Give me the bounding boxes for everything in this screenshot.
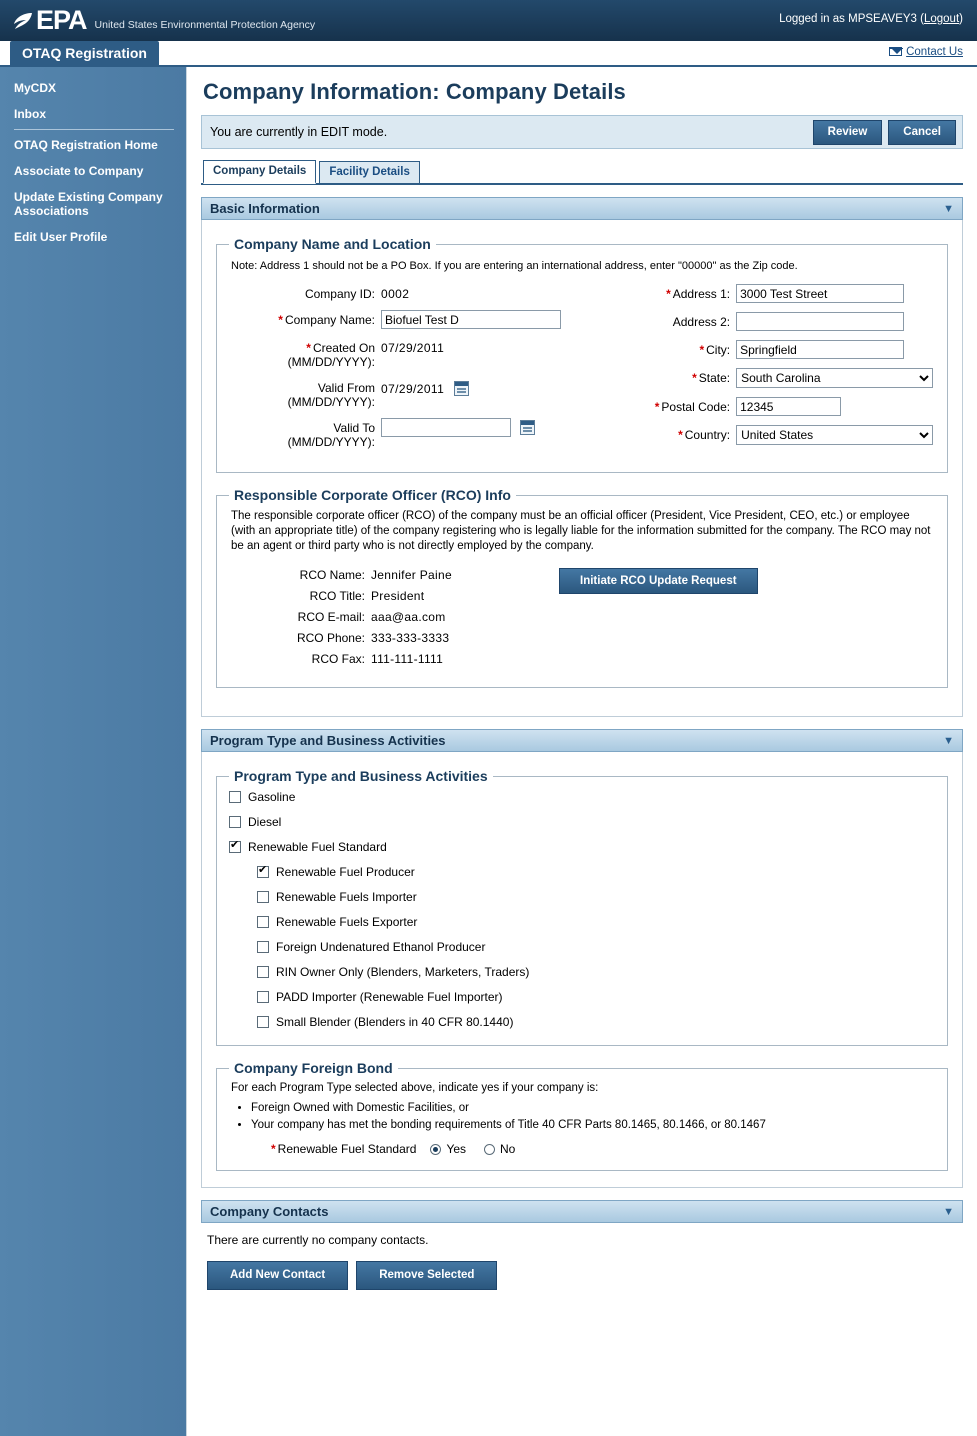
address1-input[interactable] [736,284,904,303]
edit-mode-text: You are currently in EDIT mode. [210,125,388,139]
foreign-bond-bullet-2: • Your company has met the bonding requirements of Title 40 CFR Parts 80.1465, 80.1466, or 80.1467 [251,1117,935,1134]
section-header-company-contacts[interactable] [201,1200,963,1223]
fieldset-rco-info [216,487,948,688]
checkbox-padd-importer[interactable] [257,991,269,1003]
value-company-id: 0002 [381,287,410,301]
calendar-icon[interactable] [520,420,535,435]
sidebar-item-update-existing-company-associations[interactable]: Update Existing Company Associations [14,190,163,218]
label-address1-text: Address 1: [672,287,731,301]
label-padd-importer: PADD Importer (Renewable Fuel Importer) [276,990,503,1004]
valid-to-wrap [381,418,535,437]
checkbox-row-diesel[interactable] [229,815,935,829]
field-valid-to [229,418,596,449]
checkbox-row-small-blender[interactable] [257,1015,935,1029]
value-rco-name: Jennifer Paine [371,568,452,582]
section-title-company-contacts: Company Contacts [210,1204,329,1219]
contact-us[interactable] [889,46,963,58]
foreign-bond-bullets [229,1100,935,1134]
label-rco-fax: RCO Fax: [311,652,365,666]
epa-wordmark: EPA [36,5,87,35]
section-title-program-type: Program Type and Business Activities [210,733,446,748]
radio-foreign-bond-yes[interactable] [430,1144,441,1155]
value-created-on: 07/29/2011 [381,341,445,355]
rco-actions [559,568,758,673]
checkbox-small-blender[interactable] [257,1016,269,1028]
valid-from-date: 07/29/2011 [381,382,445,396]
checkbox-row-renewable-fuel-standard[interactable] [229,840,935,854]
label-company-name-text: Company Name: [284,313,375,327]
label-renewable-fuels-exporter: Renewable Fuels Exporter [276,915,418,929]
legend-rco-info: Responsible Corporate Officer (RCO) Info [234,487,511,503]
label-state-text: State: [698,371,731,385]
sidebar-item-mycdx[interactable]: MyCDX [14,81,57,95]
label-rco-phone: RCO Phone: [296,631,365,645]
checkbox-renewable-fuels-exporter[interactable] [257,916,269,928]
label-rco-name: RCO Name: [299,568,365,582]
address2-input[interactable] [736,312,904,331]
label-valid-from [229,378,381,409]
panel-company-contacts [201,1233,963,1290]
initiate-rco-update-request-button[interactable]: Initiate RCO Update Request [559,568,758,594]
label-valid-to-format: (MM/DD/YYYY): [287,435,375,449]
chevron-down-icon[interactable]: ▼ [943,202,954,215]
label-address2: Address 2: [672,315,731,329]
label-postal-code-text: Postal Code: [661,400,731,414]
section-header-program-type[interactable] [201,729,963,752]
contacts-buttons [207,1261,959,1290]
required-marker: * [306,341,311,355]
label-created-on-text: Created On [312,341,375,355]
logout-link[interactable]: Logout [923,13,960,25]
checkbox-row-renewable-fuels-importer[interactable] [257,890,935,904]
label-foreign-bond-rfs: Renewable Fuel Standard [277,1142,417,1156]
label-valid-from-format: (MM/DD/YYYY): [287,395,375,409]
company-left-column [229,284,596,458]
app-tab-bar [0,41,977,67]
epa-leaf-icon [12,10,34,32]
contacts-empty-text: There are currently no company contacts. [207,1233,429,1247]
label-valid-to [229,418,381,449]
envelope-icon [889,47,902,56]
required-marker: * [278,313,283,327]
label-small-blender: Small Blender (Blenders in 40 CFR 80.1440) [276,1015,514,1029]
fieldset-company-foreign-bond [216,1060,948,1171]
checkbox-rin-owner-only[interactable] [257,966,269,978]
label-country-text: Country: [684,428,731,442]
logged-in-suffix: ) [959,13,963,25]
required-marker: * [666,287,671,301]
contact-us-link[interactable]: Contact Us [906,46,963,58]
foreign-bond-intro: For each Program Type selected above, indicate yes if your company is: [231,1082,599,1094]
checkbox-row-renewable-fuels-exporter[interactable] [257,915,935,929]
valid-to-input[interactable] [381,418,511,437]
field-rco-name [229,568,559,582]
login-status [779,13,963,25]
address-note: Note: Address 1 should not be a PO Box. If you are entering an international address, enter "00000" as the Zip code. [231,260,798,272]
label-foreign-undenatured-ethanol-producer: Foreign Undenatured Ethanol Producer [276,940,486,954]
label-renewable-fuel-producer: Renewable Fuel Producer [276,865,415,879]
label-renewable-fuel-standard: Renewable Fuel Standard [248,840,387,854]
value-valid-from [381,378,469,396]
detail-tabs [201,161,963,185]
legend-program-activities: Program Type and Business Activities [234,768,488,784]
company-right-column [596,284,935,458]
label-valid-from-text: Valid From [317,381,375,395]
checkbox-row-gasoline[interactable] [229,790,935,804]
review-button[interactable]: Review [813,120,883,145]
label-address1 [596,284,736,301]
epa-agency-name: United States Environmental Protection Agency [94,18,316,31]
epa-logo[interactable] [12,7,315,34]
label-created-on [229,338,381,369]
section-title-basic-information: Basic Information [210,201,320,216]
sidebar-item-edit-user-profile[interactable]: Edit User Profile [14,230,108,244]
field-rco-phone [229,631,559,645]
mode-buttons [813,120,956,145]
logged-in-text: Logged in as MPSEAVEY3 ( [779,13,924,25]
label-valid-to-text: Valid To [333,421,375,435]
label-renewable-fuels-importer: Renewable Fuels Importer [276,890,417,904]
checkbox-renewable-fuel-standard[interactable] [229,841,241,853]
required-marker: * [654,400,660,414]
label-city [596,340,736,357]
checkbox-diesel[interactable] [229,816,241,828]
field-rco-fax [229,652,559,666]
label-country [596,425,736,442]
edit-mode-bar [201,115,963,149]
field-valid-from [229,378,596,409]
required-marker: * [271,1142,276,1156]
sidebar-item-otaq-registration-home[interactable]: OTAQ Registration Home [14,138,158,152]
value-rco-phone: 333-333-3333 [371,631,450,645]
label-foreign-bond-yes: Yes [446,1142,467,1156]
app-tab-otaq-registration[interactable]: OTAQ Registration [10,41,159,66]
postal-code-input[interactable] [736,397,841,416]
field-company-id [229,284,596,301]
foreign-bond-bullet-1: • Foreign Owned with Domestic Facilities, or [251,1100,935,1117]
field-company-name [229,310,596,329]
section-header-basic-information[interactable] [201,197,963,220]
body [0,67,977,1436]
field-rco-title [229,589,559,603]
checkbox-renewable-fuels-importer[interactable] [257,891,269,903]
main-content [186,67,977,1436]
company-name-input[interactable] [381,310,561,329]
label-foreign-bond-no: No [500,1142,516,1156]
label-diesel: Diesel [248,815,282,829]
required-marker: * [699,343,705,357]
rco-fields [229,568,559,673]
chevron-down-icon[interactable]: ▼ [943,734,954,747]
label-postal-code [596,397,736,414]
value-rco-email: aaa@aa.com [371,610,446,624]
add-new-contact-button[interactable]: Add New Contact [207,1261,348,1290]
calendar-icon[interactable] [454,381,469,396]
checkbox-row-rin-owner-only[interactable] [257,965,935,979]
country-select[interactable] [736,425,933,445]
label-gasoline: Gasoline [248,790,296,804]
legend-company-name-location: Company Name and Location [234,236,431,252]
state-select[interactable] [736,368,933,388]
field-country [596,425,935,445]
checkbox-row-foreign-undenatured-ethanol-producer[interactable] [257,940,935,954]
label-city-text: City: [706,343,731,357]
panel-program-type [201,752,963,1188]
label-rco-title: RCO Title: [309,589,365,603]
checkbox-row-renewable-fuel-producer[interactable] [257,865,935,879]
panel-basic-information [201,220,963,717]
label-rco-email: RCO E-mail: [297,610,365,624]
checkbox-row-padd-importer[interactable] [257,990,935,1004]
rco-description: The responsible corporate officer (RCO) of the company must be an official officer (President, Vice President, CEO, etc.) or employee (with an appropriate title) of the company registering who is legally liable for the information submitted for the company. The RCO may not be an agent or third party who is not directly employed by the company. [231,510,931,552]
label-state [596,368,736,385]
page-title: Company Information: Company Details [203,79,626,104]
cancel-button[interactable]: Cancel [888,120,956,145]
field-created-on [229,338,596,369]
field-rco-email [229,610,559,624]
rco-body [229,568,935,673]
legend-company-foreign-bond: Company Foreign Bond [234,1060,393,1076]
required-marker: * [678,428,683,442]
label-company-name [229,310,381,327]
field-postal-code [596,397,935,416]
required-marker: * [692,371,697,385]
field-address1 [596,284,935,303]
tab-company-details[interactable]: Company Details [203,160,316,184]
foreign-bond-row-renewable-fuel-standard [271,1142,935,1156]
checkbox-foreign-undenatured-ethanol-producer[interactable] [257,941,269,953]
sidebar-item-associate-to-company[interactable]: Associate to Company [14,164,144,178]
sidebar-divider [14,129,174,130]
label-company-id: Company ID: [304,287,375,301]
city-input[interactable] [736,340,904,359]
checkbox-renewable-fuel-producer[interactable] [257,866,269,878]
sidebar-item-inbox[interactable]: Inbox [14,107,46,121]
tab-facility-details[interactable]: Facility Details [319,161,420,183]
field-address2 [596,312,935,331]
radio-foreign-bond-no[interactable] [484,1144,495,1155]
value-rco-fax: 111-111-1111 [371,652,444,666]
epa-banner [0,0,977,41]
fieldset-company-name-location [216,236,948,473]
chevron-down-icon[interactable]: ▼ [943,1205,954,1218]
sidebar [0,67,186,1436]
label-rin-owner-only: RIN Owner Only (Blenders, Marketers, Traders) [276,965,530,979]
checkbox-gasoline[interactable] [229,791,241,803]
field-state [596,368,935,388]
value-rco-title: President [371,589,425,603]
label-created-on-format: (MM/DD/YYYY): [287,355,375,369]
field-city [596,340,935,359]
fieldset-program-activities [216,768,948,1046]
remove-selected-button[interactable]: Remove Selected [356,1261,497,1290]
